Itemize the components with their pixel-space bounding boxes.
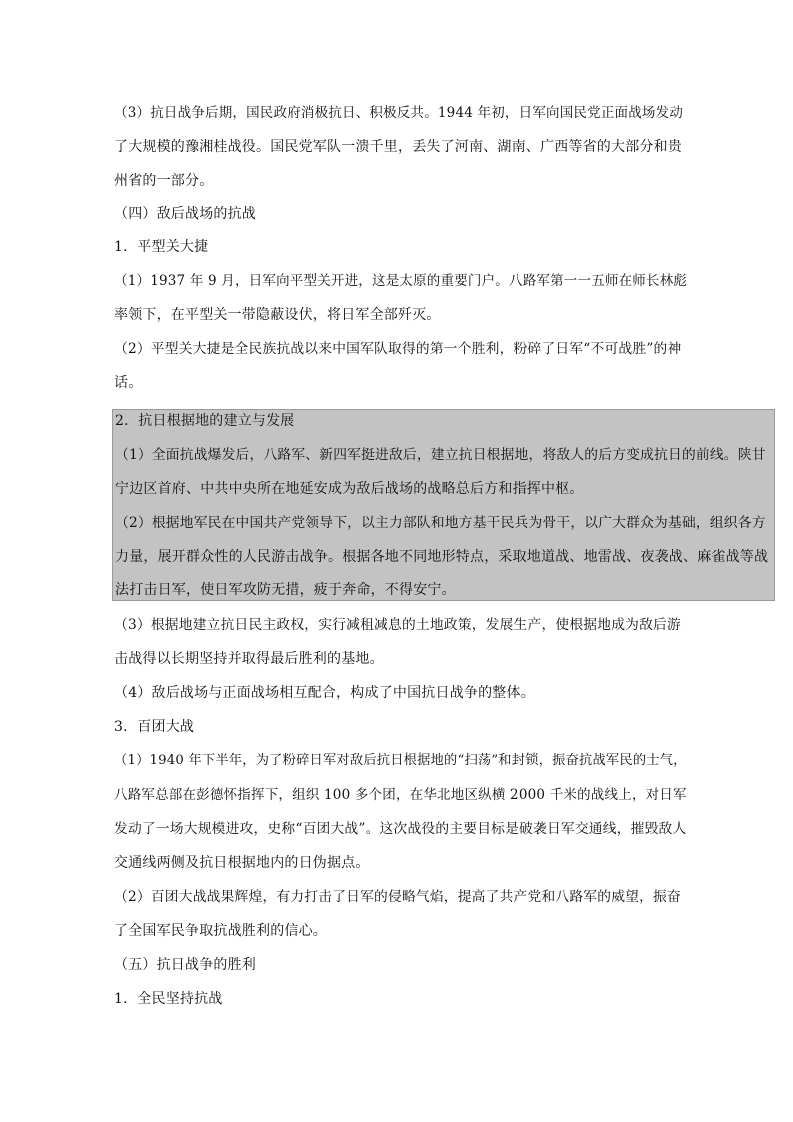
text-line: 率领下，在平型关一带隐蔽设伏，将日军全部歼灭。 bbox=[114, 307, 441, 323]
text-line: 宁边区首府、中共中央所在地延安成为敌后战场的战略总后方和指挥中枢。 bbox=[115, 481, 584, 497]
subsection-heading: 1．平型关大捷 bbox=[114, 239, 209, 255]
text-line: 发动了一场大规模进攻，史称“百团大战”。这次战役的主要目标是破袭日军交通线，摧毁敌人 bbox=[114, 821, 687, 837]
text-line: 了全国军民争取抗战胜利的信心。 bbox=[114, 923, 327, 939]
text-line: （2）根据地军民在中国共产党领导下，以主力部队和地方基干民兵为骨干，以广大群众为基础，组织各方 bbox=[115, 515, 766, 531]
text-line: （1）1940 年下半年，为了粉碎日军对敌后抗日根据地的“扫荡”和封锁，振奋抗战军民的士气， bbox=[114, 753, 687, 768]
text-line: 八路军总部在彭德怀指挥下，组织 100 多个团，在华北地区纵横 2000 千米的战线上，对日军 bbox=[114, 787, 687, 803]
subsection-heading: 2．抗日根据地的建立与发展 bbox=[115, 413, 295, 429]
text-line: 法打击日军，使日军攻防无措，疲于奔命，不得安宁。 bbox=[115, 582, 456, 598]
text-line: （3）根据地建立抗日民主政权，实行减租减息的土地政策，发展生产，使根据地成为敌后游 bbox=[114, 617, 681, 633]
text-line: 击战得以长期坚持并取得最后胜利的基地。 bbox=[114, 651, 384, 667]
text-line: （1）全面抗战爆发后，八路军、新四军挺进敌后，建立抗日根据地，将敌人的后方变成抗日的前线。陕甘 bbox=[115, 447, 766, 463]
text-line: （3）抗日战争后期，国民政府消极抗日、积极反共。1944 年初，日军向国民党正面战场发动 bbox=[114, 105, 684, 121]
text-line: 话。 bbox=[114, 375, 143, 391]
text-line: （4）敌后战场与正面战场相互配合，构成了中国抗日战争的整体。 bbox=[114, 685, 535, 701]
subsection-heading: 1．全民坚持抗战 bbox=[114, 991, 223, 1007]
text-line: （2）百团大战战果辉煌，有力打击了日军的侵略气焰，提高了共产党和八路军的威望，振奋 bbox=[114, 889, 681, 905]
text-line: （2）平型关大捷是全民族抗战以来中国军队取得的第一个胜利，粉碎了日军“不可战胜”的神 bbox=[114, 341, 682, 357]
text-line: 州省的一部分。 bbox=[114, 173, 214, 189]
subsection-heading: 3．百团大战 bbox=[114, 719, 195, 735]
text-line: 交通线两侧及抗日根据地内的日伪据点。 bbox=[114, 855, 370, 871]
text-line: （1）1937 年 9 月，日军向平型关开进，这是太原的重要门户。八路军第一一五师在师长林彪 bbox=[114, 273, 688, 289]
text-line: 了大规模的豫湘桂战役。国民党军队一溃千里，丢失了河南、湖南、广西等省的大部分和贵 bbox=[114, 139, 682, 155]
section-heading: （四）敌后战场的抗战 bbox=[114, 206, 256, 222]
section-heading: （五）抗日战争的胜利 bbox=[114, 957, 256, 973]
text-line: 力量，展开群众性的人民游击战争。根据各地不同地形特点，采取地道战、地雷战、夜袭战、麻雀战等战 bbox=[115, 549, 769, 565]
highlighted-block bbox=[112, 409, 775, 601]
